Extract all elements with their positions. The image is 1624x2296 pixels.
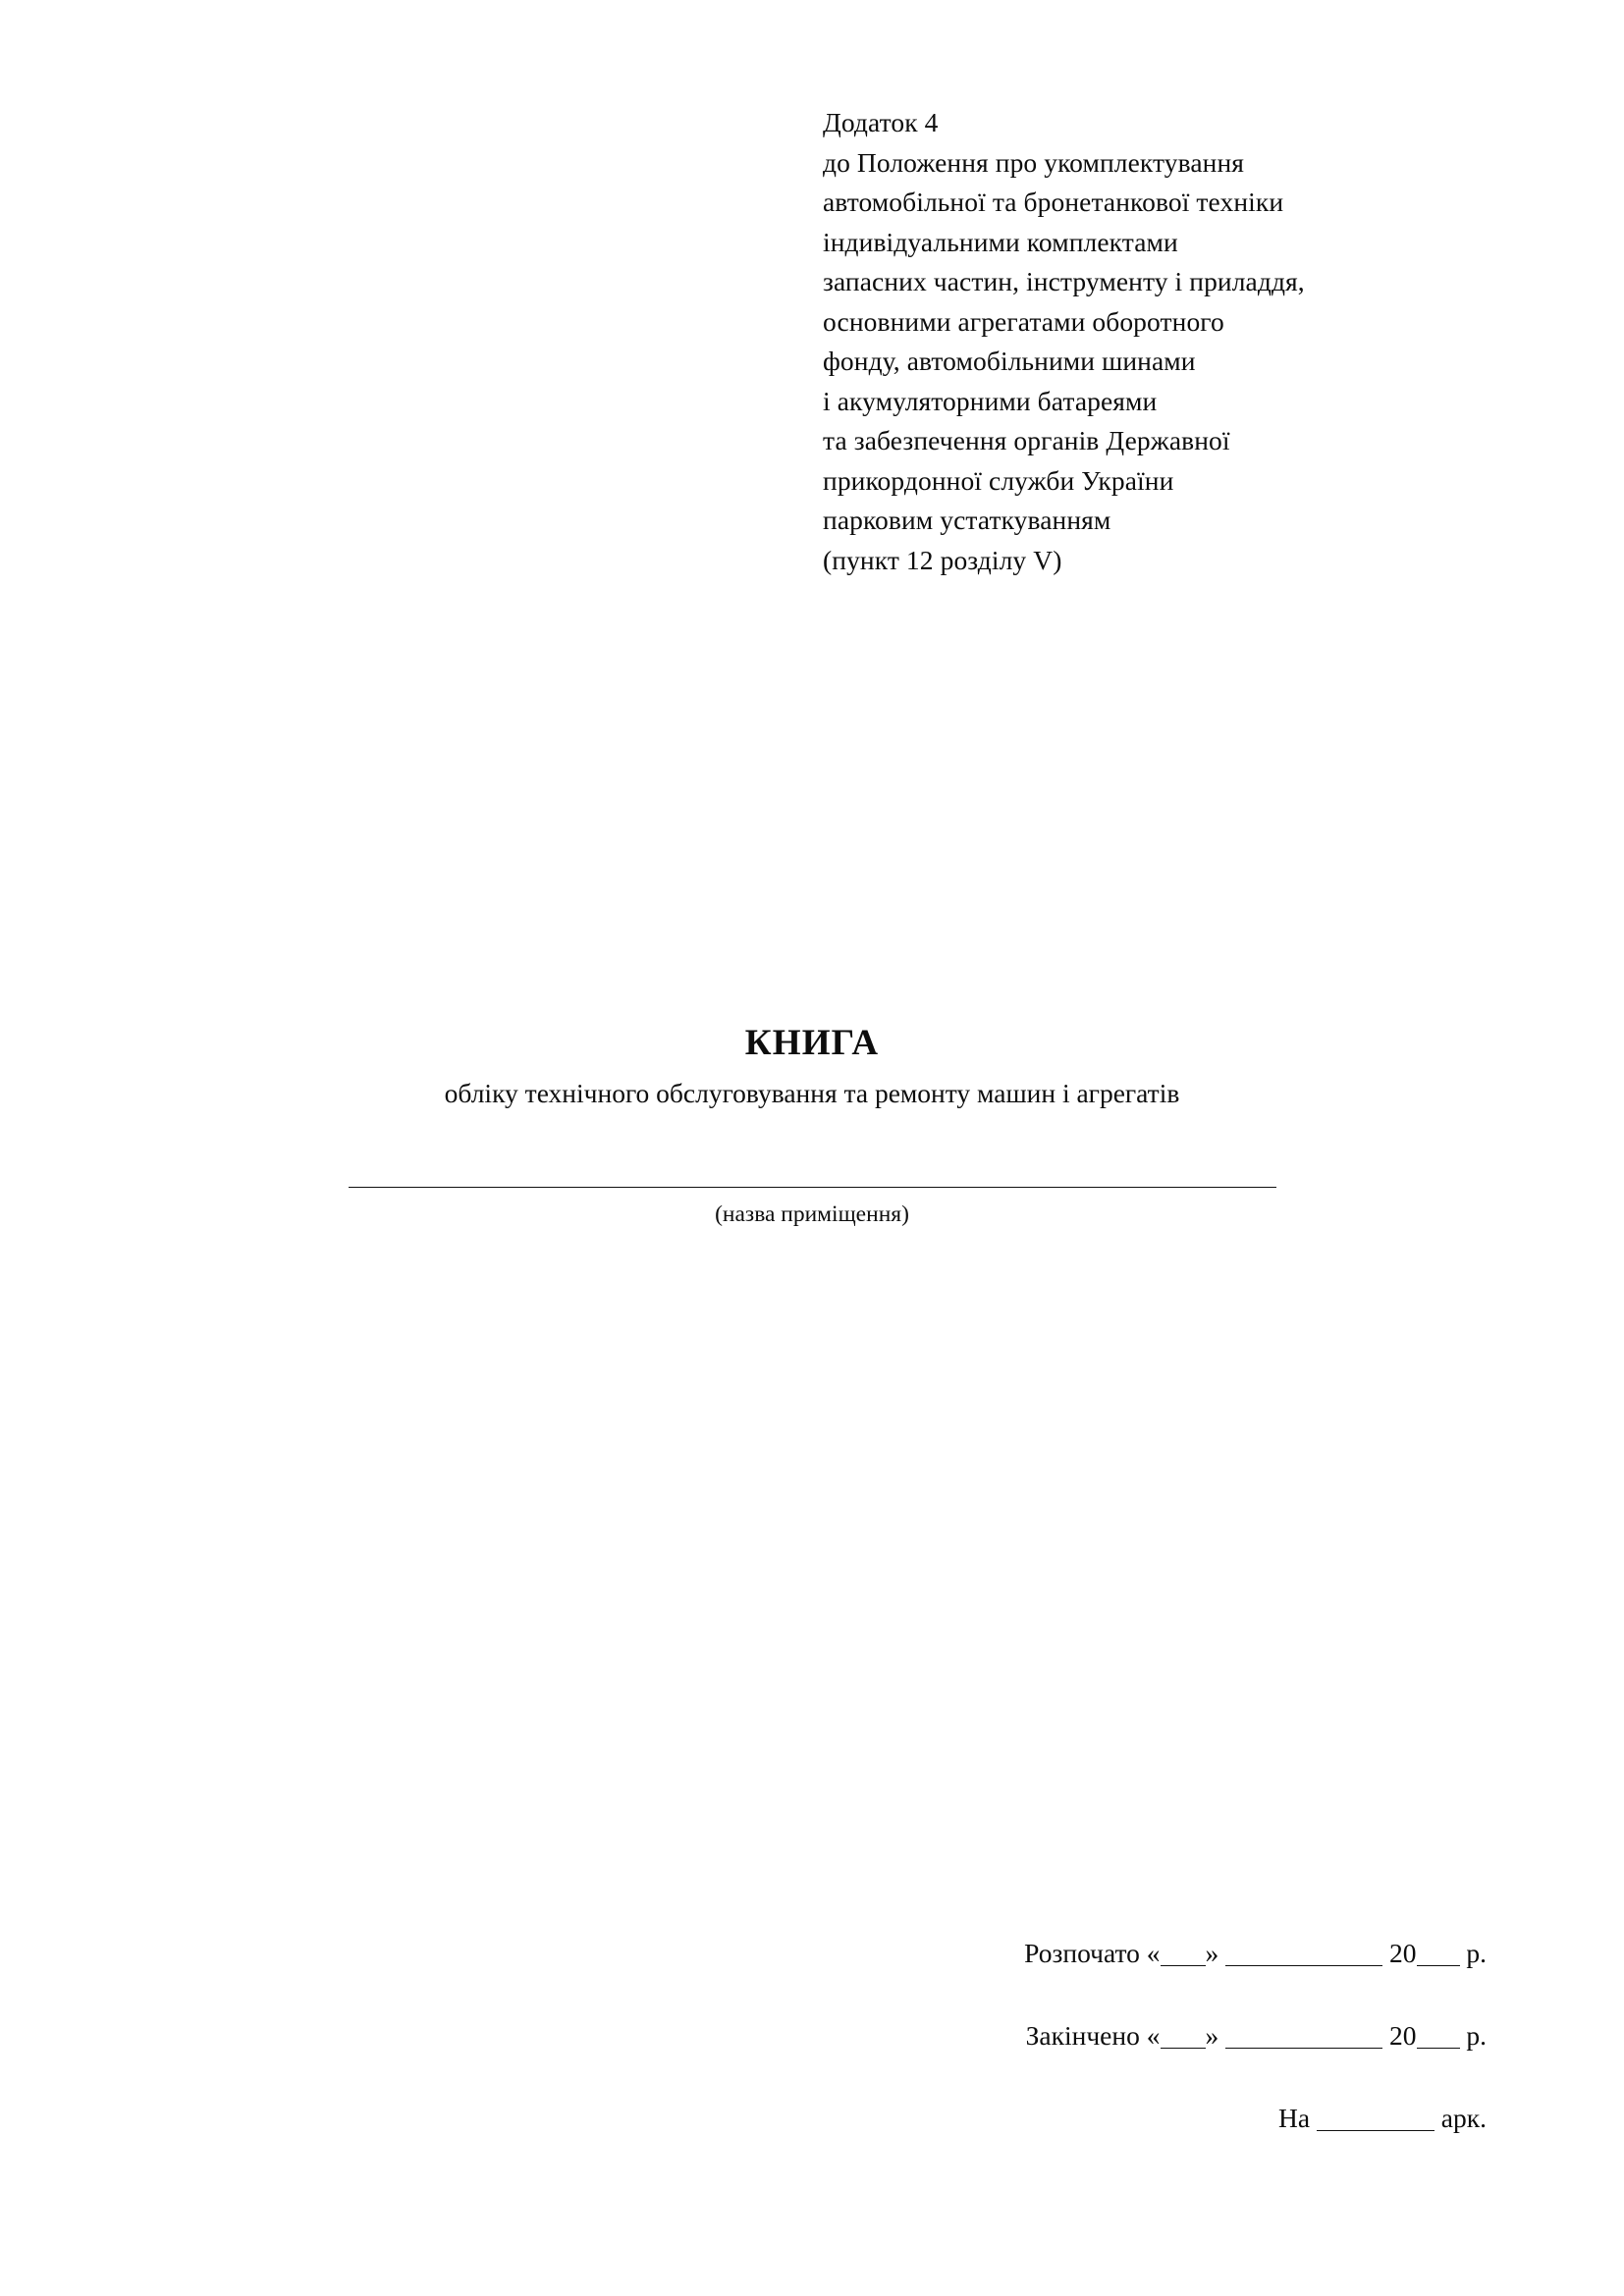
finished-year-prefix: 20 <box>1389 2020 1417 2051</box>
appendix-line: Додаток 4 <box>823 107 939 137</box>
appendix-line: основними агрегатами оборотного <box>823 305 1224 337</box>
room-name-block <box>0 1186 1624 1229</box>
finished-label: Закінчено « <box>1025 2020 1161 2051</box>
title-block <box>0 1021 1624 1113</box>
sheets-label: На <box>1277 2103 1311 2133</box>
finished-day-input[interactable] <box>1161 2022 1206 2049</box>
started-line <box>0 1934 1487 1973</box>
finished-line <box>0 2016 1487 2056</box>
appendix-line: запасних частин, інструменту і приладдя, <box>823 266 1305 296</box>
started-year-suffix: р. <box>1466 1938 1487 1968</box>
appendix-reference-block <box>823 103 1510 580</box>
started-label: Розпочато « <box>1024 1938 1161 1968</box>
sheets-count-input[interactable] <box>1317 2105 1435 2131</box>
appendix-line: (пункт 12 розділу V) <box>823 544 1062 575</box>
started-quote-close: » <box>1205 1938 1219 1968</box>
finished-quote-close: » <box>1205 2020 1219 2051</box>
appendix-line: автомобільної та бронетанкової техніки <box>823 187 1284 217</box>
page-title: КНИГА <box>744 1023 880 1063</box>
sheets-line <box>0 2099 1487 2138</box>
appendix-line: до Положення про укомплектування <box>823 146 1245 178</box>
started-year-input[interactable] <box>1417 1940 1460 1966</box>
finished-month-input[interactable] <box>1225 2022 1382 2049</box>
appendix-line: фонду, автомобільними шинами <box>823 346 1196 376</box>
appendix-line: парковим устаткуванням <box>823 505 1111 535</box>
page-subtitle: обліку технічного обслуговування та ремонту машин і агрегатів <box>444 1078 1180 1108</box>
room-name-caption: (назва приміщення) <box>715 1201 909 1227</box>
sheets-unit: арк. <box>1440 2103 1487 2133</box>
room-name-input[interactable] <box>349 1186 1276 1188</box>
finished-year-input[interactable] <box>1417 2022 1460 2049</box>
appendix-line: та забезпечення органів Державної <box>823 425 1230 455</box>
started-year-prefix: 20 <box>1389 1938 1417 1968</box>
footer-block <box>0 1934 1624 2138</box>
finished-year-suffix: р. <box>1466 2020 1487 2051</box>
appendix-line: індивідуальними комплектами <box>823 226 1178 257</box>
started-day-input[interactable] <box>1161 1940 1206 1966</box>
appendix-line: і акумуляторними батареями <box>823 385 1158 416</box>
started-month-input[interactable] <box>1225 1940 1382 1966</box>
appendix-line: прикордонної служби України <box>823 464 1174 496</box>
